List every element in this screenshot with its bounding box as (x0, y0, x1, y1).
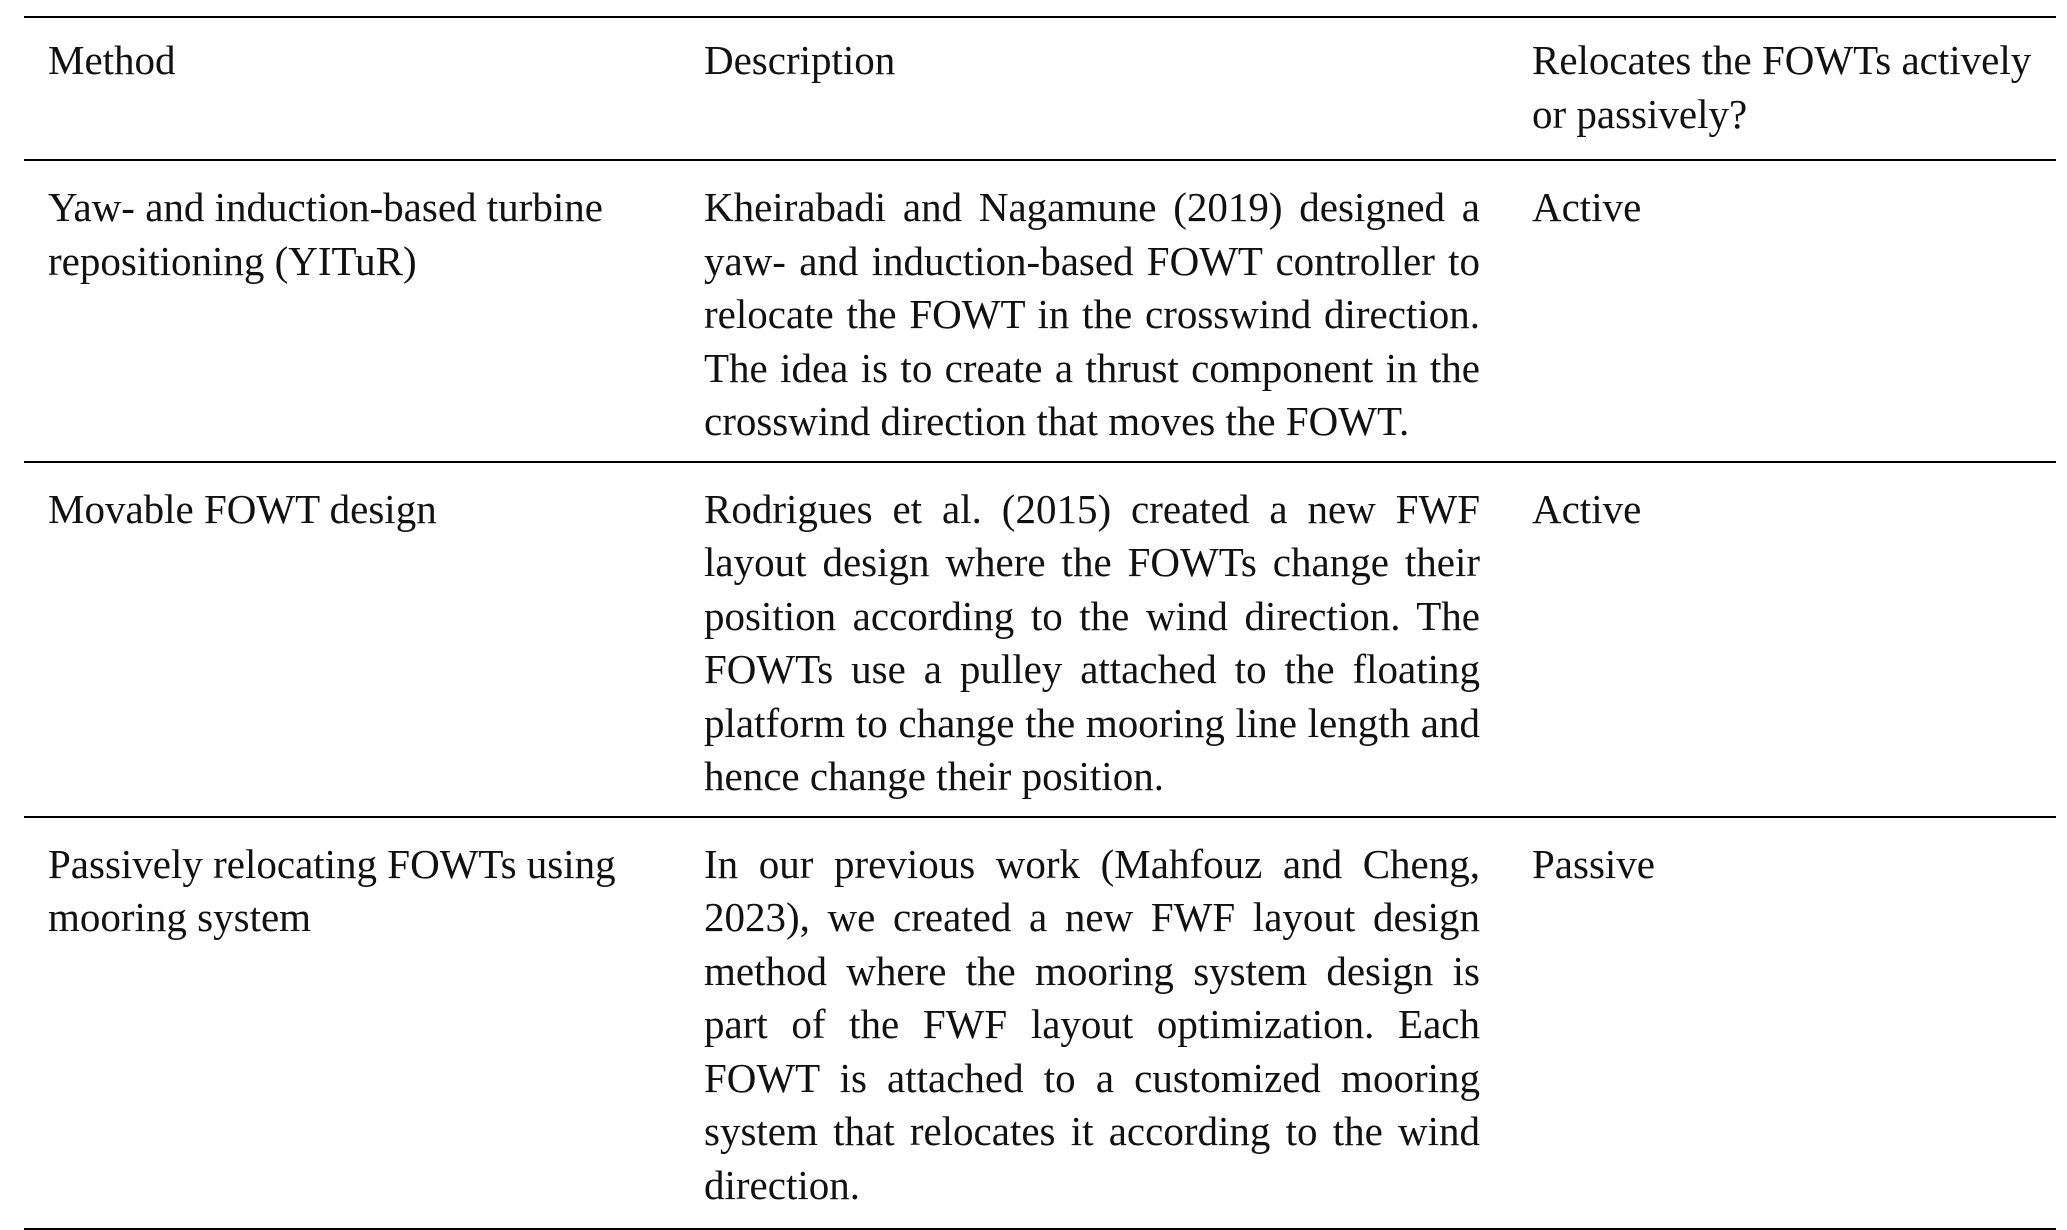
methods-table-container (24, 16, 2056, 1230)
cell-relocates: Passive (1532, 840, 1655, 887)
table-body (24, 160, 2056, 1229)
table-row (24, 160, 2056, 462)
table-row (24, 462, 2056, 817)
cell-description: In our previous work (Mahfouz and Cheng, 2023), we created a new FWF layout design method where the mooring system design is part of the FWF layout optimization. Each FOWT is attached to a customized mooring system that relocates it according to the wind direction. (704, 840, 1480, 1208)
header-method: Method (48, 37, 176, 83)
methods-table (24, 16, 2056, 1230)
header-relocates: Relocates the FOWTs actively or passively? (1532, 37, 2032, 137)
cell-description: Kheirabadi and Nagamune (2019) designed a yaw- and induction-based FOWT controller to relocate the FOWT in the crosswind direction. The idea is to create a thrust component in the crosswind direction that moves the FOWT. (704, 184, 1480, 444)
cell-relocates: Active (1532, 184, 1642, 230)
header-row (24, 17, 2056, 160)
table-header (24, 17, 2056, 160)
cell-relocates: Active (1532, 485, 1642, 532)
cell-method: Movable FOWT design (48, 485, 437, 532)
header-description: Description (704, 37, 896, 83)
cell-method: Yaw- and induction-based turbine repositioning (YITuR) (48, 184, 603, 284)
table-row (24, 817, 2056, 1230)
cell-method: Passively relocating FOWTs using mooring system (48, 840, 616, 940)
cell-description: Rodrigues et al. (2015) created a new FWF layout design where the FOWTs change their position according to the wind direction. The FOWTs use a pulley attached to the floating platform to change the mooring line length and hence change their position. (704, 485, 1480, 799)
